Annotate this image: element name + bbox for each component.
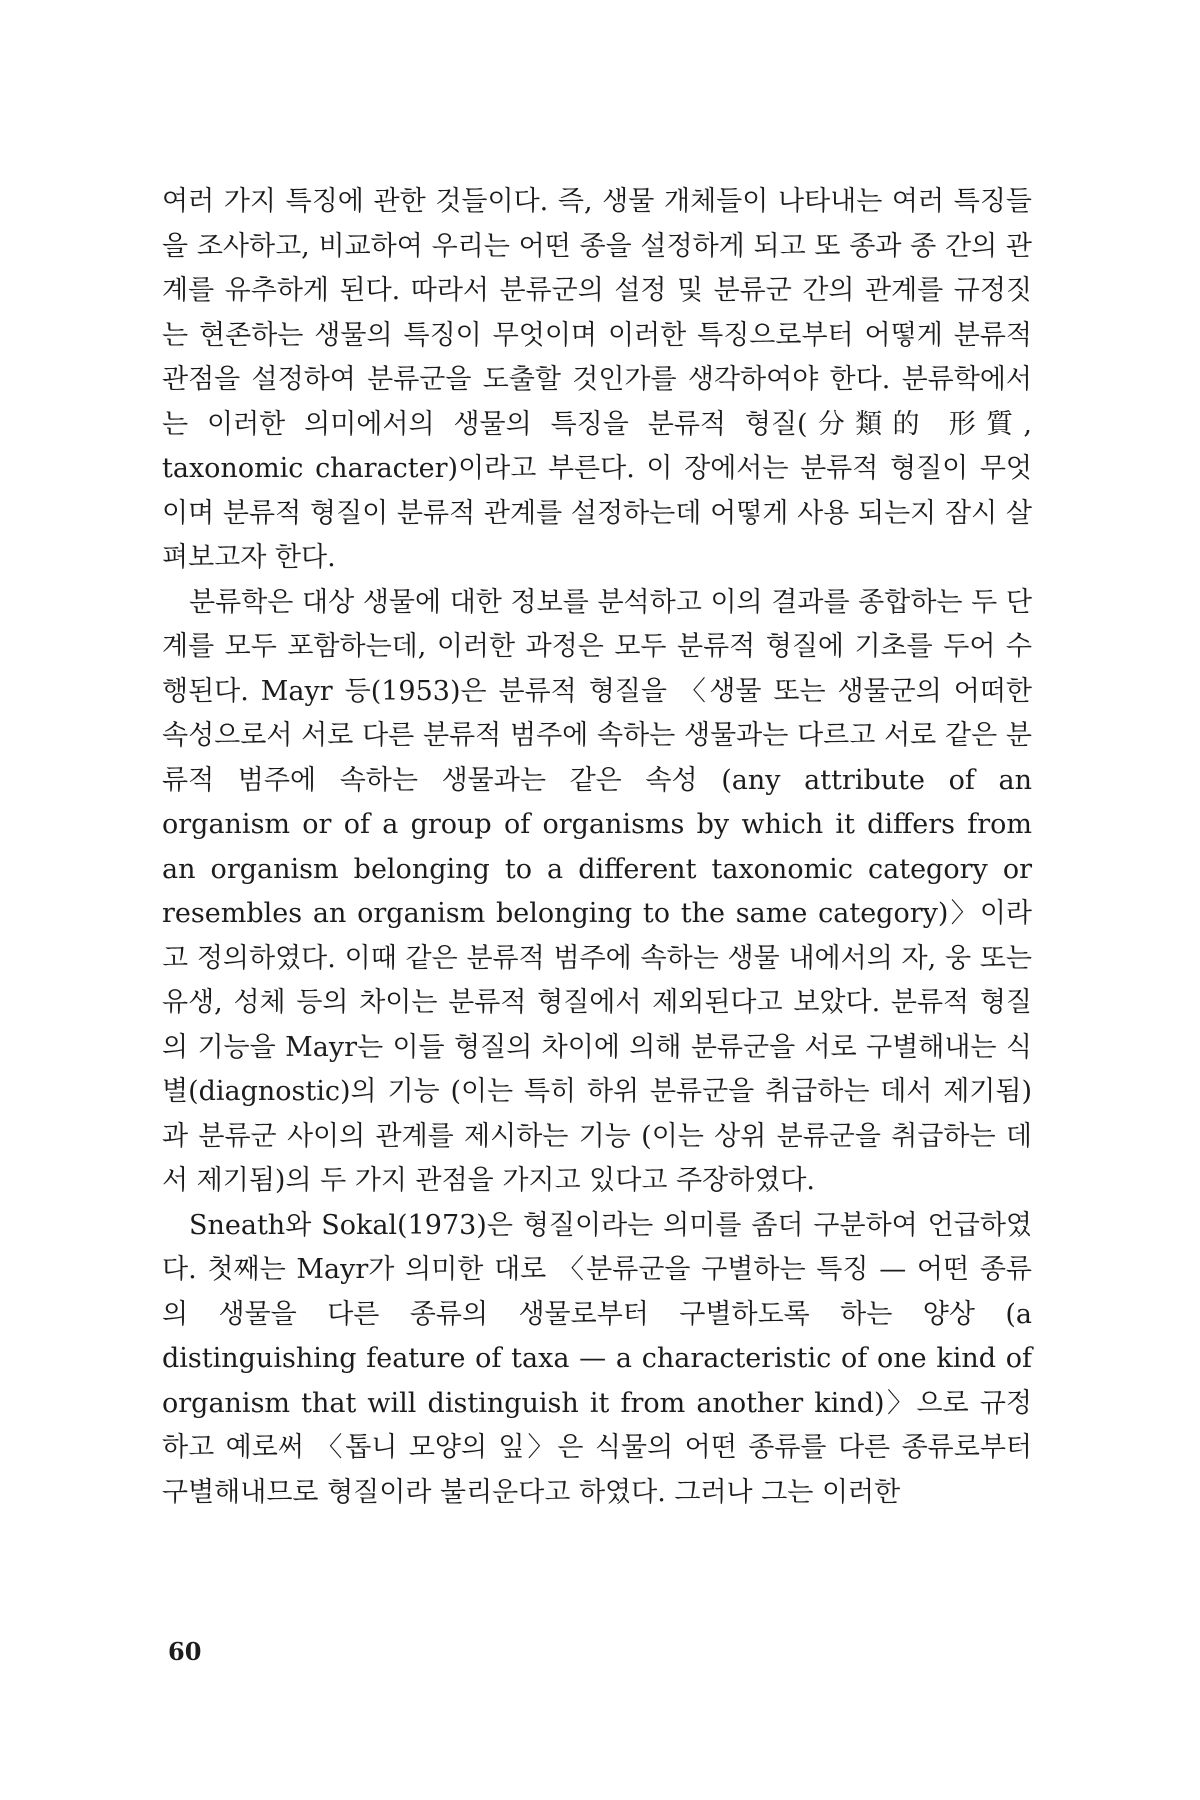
body-text bbox=[162, 180, 1032, 1515]
paragraph-1: 여러 가지 특징에 관한 것들이다. 즉, 생물 개체들이 나타내는 여러 특징들을 조사하고, 비교하여 우리는 어떤 종을 설정하게 되고 또 종과 종 간의 관계를 유추하게 된다. 따라서 분류군의 설정 및 분류군 간의 관계를 규정짓는 현존하는 생물의 특징이 무엇이며 이러한 특징으로부터 어떻게 분류적 관점을 설정하여 분류군을 도출할 것인가를 생각하여야 한다. 분류학에서는 이러한 의미에서의 생물의 특징을 분류적 형질(分類的 形質, taxonomic character)이라고 부른다. 이 장에서는 분류적 형질이 무엇이며 분류적 형질이 분류적 관계를 설정하는데 어떻게 사용 되는지 잠시 살펴보고자 한다. bbox=[162, 186, 1032, 573]
paragraph-3: Sneath와 Sokal(1973)은 형질이라는 의미를 좀더 구분하여 언급하였다. 첫째는 Mayr가 의미한 대로 〈분류군을 구별하는 특징 — 어떤 종류의 생물을 다른 종류의 생물로부터 구별하도록 하는 양상 (a distinguishing feature of taxa — a characteristic of one kind of organism that will distinguish it from another kind)〉으로 규정하고 예로써 〈톱니 모양의 잎〉은 식물의 어떤 종류를 다른 종류로부터 구별해내므로 형질이라 불리운다고 하였다. 그러나 그는 이러한 bbox=[162, 1209, 1032, 1508]
page-number: 60 bbox=[168, 1637, 202, 1666]
paragraph-2: 분류학은 대상 생물에 대한 정보를 분석하고 이의 결과를 종합하는 두 단계를 모두 포함하는데, 이러한 과정은 모두 분류적 형질에 기초를 두어 수행된다. Mayr 등(1953)은 분류적 형질을 〈생물 또는 생물군의 어떠한 속성으로서 서로 다른 분류적 범주에 속하는 생물과는 다르고 서로 같은 분류적 범주에 속하는 생물과는 같은 속성 (any attribute of an organism or of a group of organisms by which it differs from an organism belonging to a different taxonomic category or resembles an organism belonging to the same category)〉이라고 정의하였다. 이때 같은 분류적 범주에 속하는 생물 내에서의 자, 웅 또는 유생, 성체 등의 차이는 분류적 형질에서 제외된다고 보았다. 분류적 형질의 기능을 Mayr는 이들 형질의 차이에 의해 분류군을 서로 구별해내는 식별(diagnostic)의 기능 (이는 특히 하위 분류군을 취급하는 데서 제기됨)과 분류군 사이의 관계를 제시하는 기능 (이는 상위 분류군을 취급하는 데서 제기됨)의 두 가지 관점을 가지고 있다고 주장하였다. bbox=[162, 586, 1032, 1196]
